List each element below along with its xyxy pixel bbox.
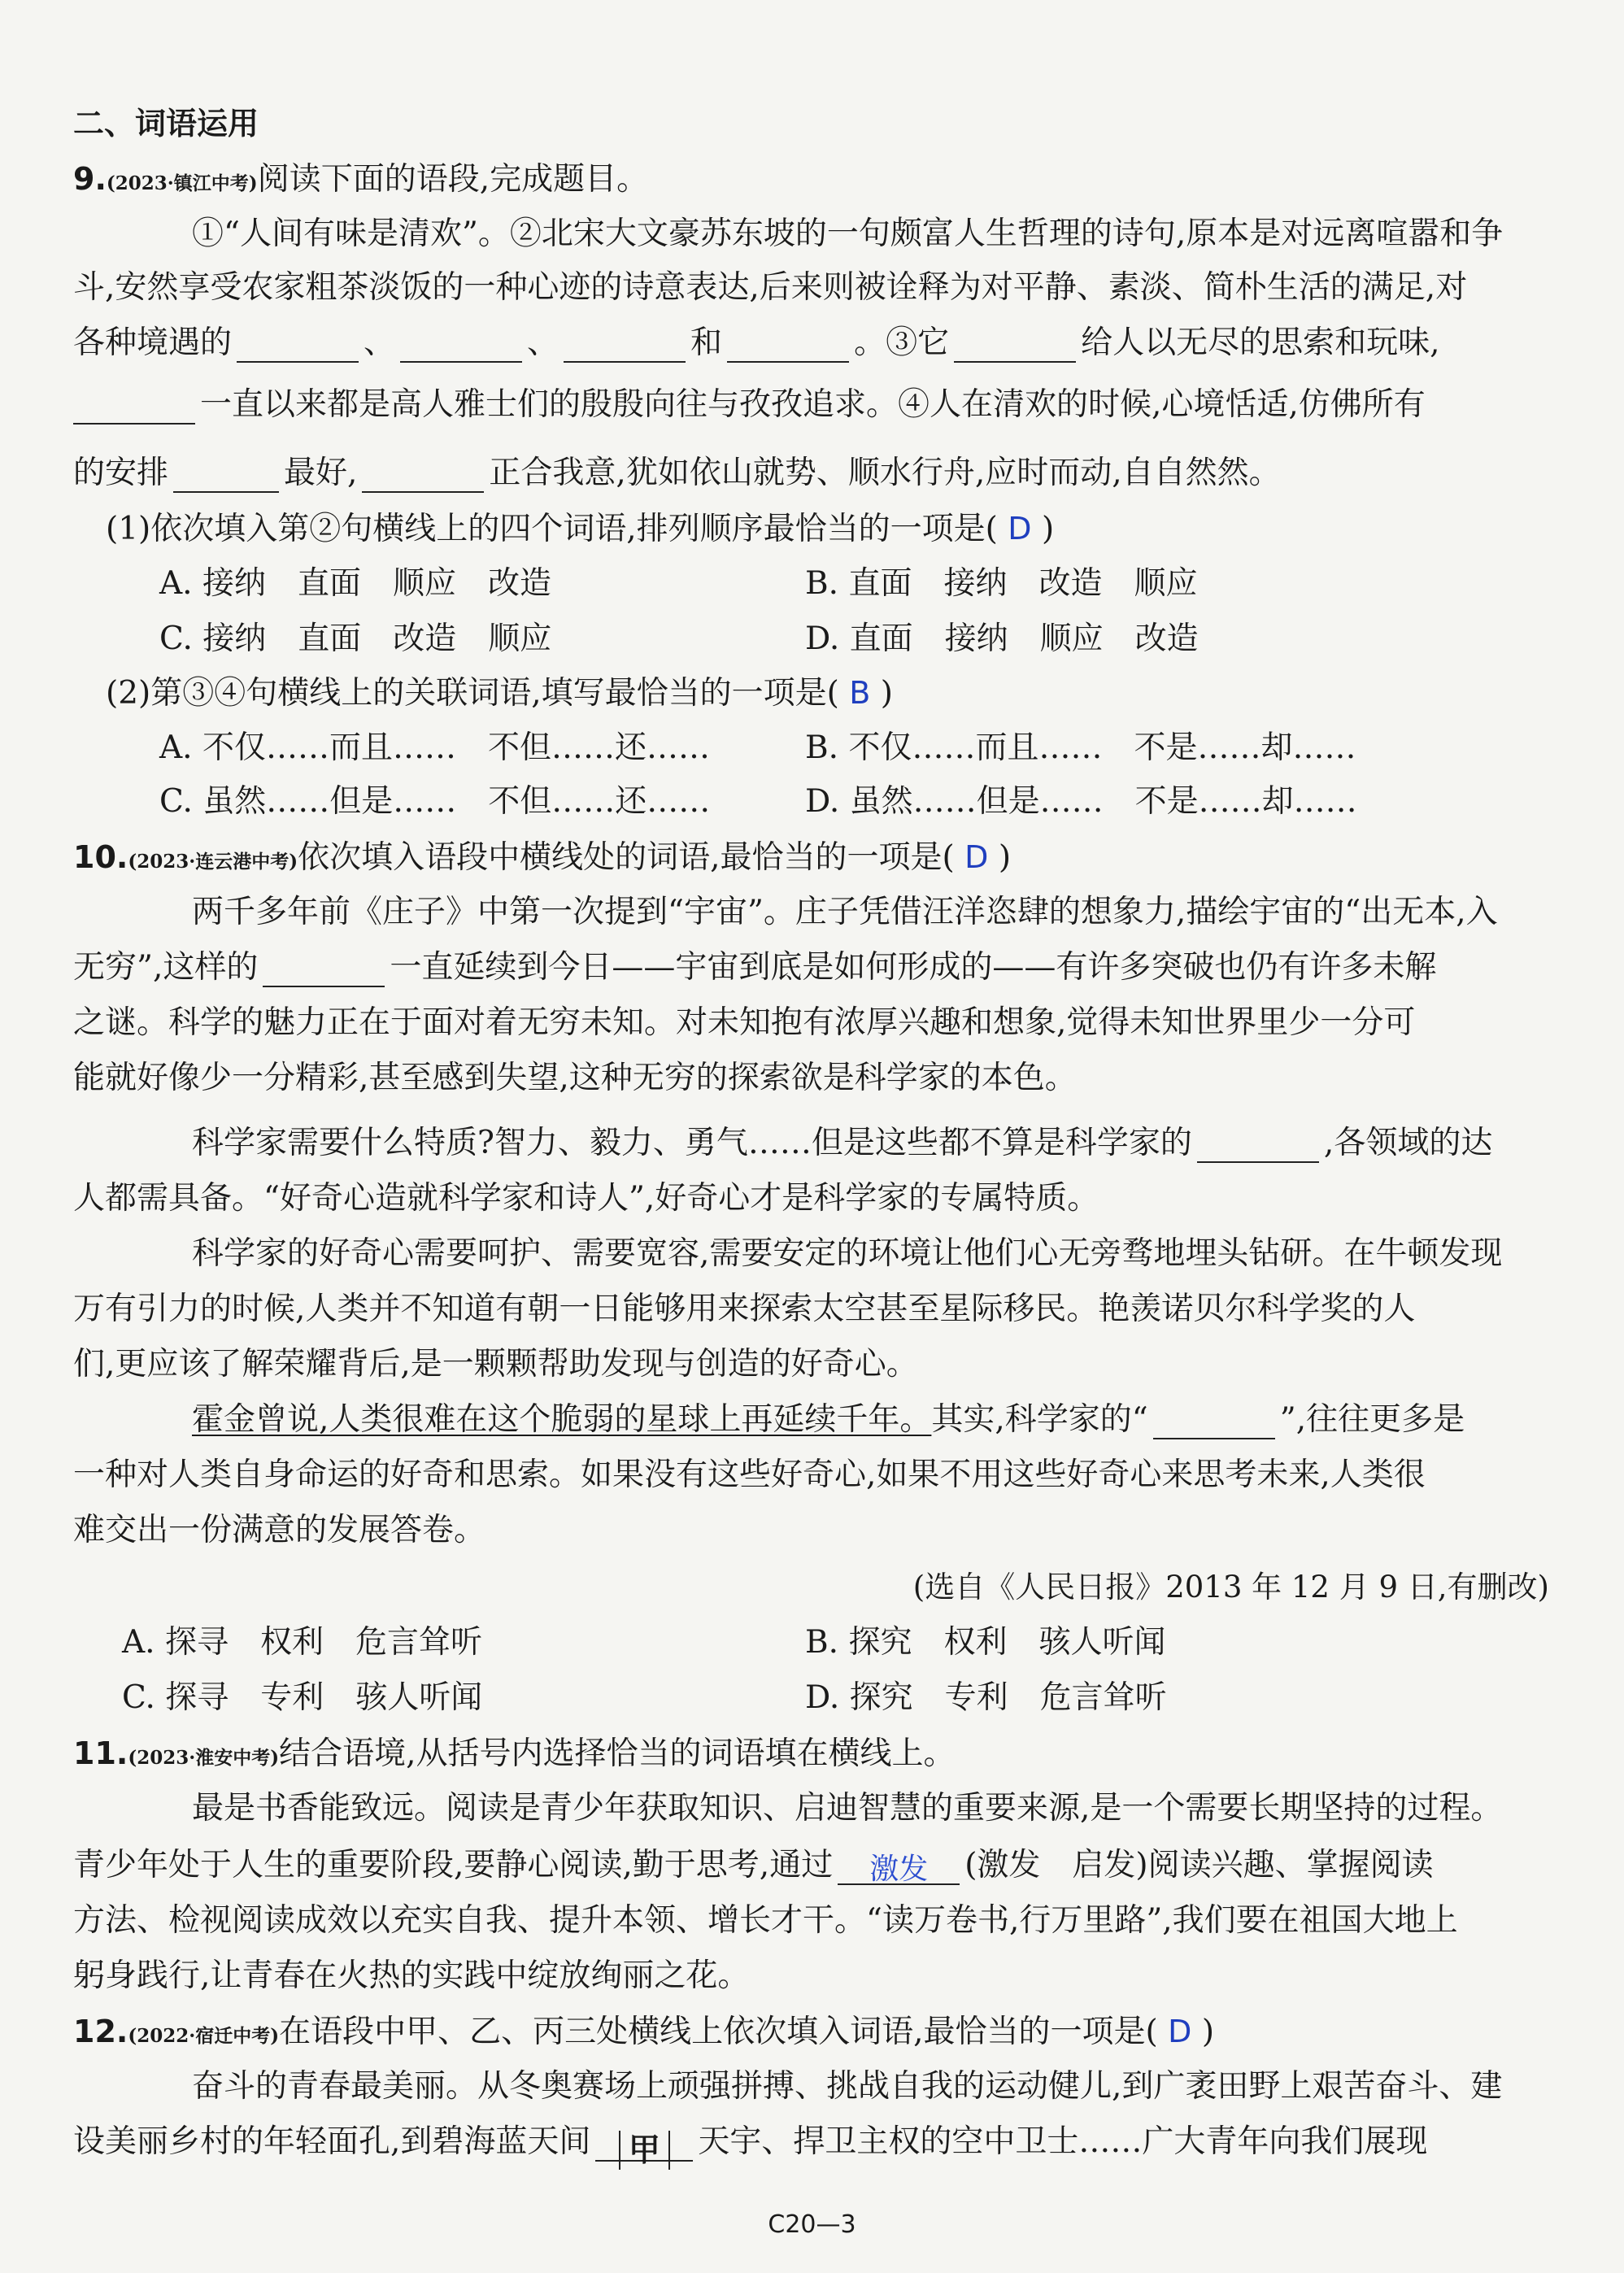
question-prompt: 阅读下面的语段,完成题目。: [257, 161, 649, 198]
text-span: 天宇、捍卫主权的空中卫士……广大青年向我们展现: [698, 2123, 1428, 2160]
q10-passage-line: [73, 948, 1561, 987]
fill-blank: [73, 394, 195, 425]
text-span: 给人以无尽的思索和玩味,: [1081, 324, 1440, 361]
answer-mark: D: [964, 839, 989, 875]
q9-passage-line: ①“人间有味是清欢”。②北宋大文豪苏东坡的一句颇富人生哲理的诗句,原本是对远离喧嚣和争: [192, 216, 1504, 252]
q10-citation: (选自《人民日报》2013 年 12 月 9 日,有删改): [912, 1570, 1549, 1605]
fill-blank-jia: [595, 2131, 693, 2169]
question-suffix: ): [1201, 2014, 1215, 2050]
text-span: 一直延续到今日——宇宙到底是如何形成的——有许多突破也仍有许多未解: [390, 949, 1437, 986]
q10-passage-line: [192, 1400, 1624, 1439]
question-source: (2023·连云港中考): [128, 851, 298, 873]
q10-option-a: A. 探寻 权利 危言耸听: [122, 1624, 482, 1661]
fill-blank: [1197, 1132, 1319, 1163]
fill-blank: [727, 332, 849, 363]
question-number: 12.: [73, 2014, 128, 2049]
question-number: 9.: [73, 161, 107, 197]
text-span: 其实,科学家的“: [931, 1401, 1148, 1438]
sub-prompt: (1)依次填入第②句横线上的四个词语,排列顺序最恰当的一项是(: [106, 511, 998, 547]
fill-blank: [263, 956, 385, 987]
q10-passage-line: [192, 1124, 1624, 1163]
question-source: (2023·淮安中考): [128, 1747, 280, 1769]
q10-passage-line: 之谜。科学的魅力正在于面对着无穷未知。对未知抱有浓厚兴趣和想象,觉得未知世界里少一分可: [73, 1004, 1416, 1041]
q11-passage-line: 躬身践行,让青春在火热的实践中绽放绚丽之花。: [73, 1957, 750, 1994]
fill-blank: [237, 332, 359, 363]
q10-option-d: D. 探究 专利 危言耸听: [805, 1679, 1167, 1716]
question-source: (2022·宿迁中考): [128, 2025, 280, 2047]
fill-blank: [400, 332, 522, 363]
q9-sub1-option-c: C. 接纳 直面 改造 顺应: [159, 621, 552, 657]
sub-suffix: ): [1041, 511, 1055, 547]
q10-passage-line: 难交出一份满意的发展答卷。: [73, 1512, 486, 1548]
q12-passage-line: 奋斗的青春最美丽。从冬奥赛场上顽强拼搏、挑战自我的运动健儿,到广袤田野上艰苦奋斗、建: [192, 2068, 1503, 2105]
q11-passage-line: 方法、检视阅读成效以充实自我、提升本领、增长才干。“读万卷书,行万里路”,我们要在祖国大地上: [73, 1902, 1458, 1939]
text-span: 设美丽乡村的年轻面孔,到碧海蓝天间: [73, 2123, 591, 2160]
handwritten-answer: 激发: [869, 1853, 929, 1886]
section-title: 二、词语运用: [73, 106, 259, 142]
question-prompt: 依次填入语段中横线处的词语,最恰当的一项是(: [298, 839, 955, 876]
question-12-header: [73, 2012, 1561, 2056]
q9-sub1-stem: [106, 509, 1594, 549]
text-span: 科学家需要什么特质?智力、毅力、勇气……但是这些都不算是科学家的: [192, 1125, 1192, 1161]
question-prompt: 在语段中甲、乙、丙三处横线上依次填入词语,最恰当的一项是(: [279, 2014, 1158, 2050]
underlined-quote: 霍金曾说,人类很难在这个脆弱的星球上再延续千年。: [192, 1401, 932, 1438]
text-span: 。③它: [854, 324, 950, 361]
q10-passage-line: 万有引力的时候,人类并不知道有朝一日能够用来探索太空甚至星际移民。艳羡诺贝尔科学奖的人: [73, 1291, 1416, 1327]
q10-option-c: C. 探寻 专利 骇人听闻: [122, 1679, 483, 1716]
question-11-header: [73, 1734, 1561, 1778]
q10-passage-line: 科学家的好奇心需要呵护、需要宽容,需要安定的环境让他们心无旁骛地埋头钻研。在牛顿发现: [192, 1235, 1503, 1272]
q10-passage-line: 能就好像少一分精彩,甚至感到失望,这种无穷的探索欲是科学家的本色。: [73, 1060, 1077, 1096]
fill-blank: [362, 462, 484, 493]
fill-blank: [564, 332, 686, 363]
q9-sub1-option-d: D. 直面 接纳 顺应 改造: [805, 621, 1199, 657]
text-span: 、: [364, 324, 396, 361]
q9-sub2-stem: [106, 673, 1594, 713]
answer-mark: B: [849, 675, 871, 711]
fill-blank: [173, 462, 279, 493]
text-span: 最好,: [284, 455, 358, 491]
q9-sub2-option-c: C. 虽然……但是…… 不但……还……: [159, 783, 711, 820]
q12-passage-line: [73, 2123, 1561, 2169]
question-source: (2023·镇江中考): [106, 172, 258, 194]
text-span: (激发 启发)阅读兴趣、掌握阅读: [964, 1847, 1434, 1883]
q9-sub2-option-a: A. 不仅……而且…… 不但……还……: [159, 729, 710, 766]
question-10-header: [73, 838, 1561, 882]
question-number: 11.: [73, 1735, 128, 1771]
q9-passage-line: [73, 385, 1561, 425]
q9-sub2-option-d: D. 虽然……但是…… 不是……却……: [805, 783, 1357, 820]
text-span: ,各领域的达: [1323, 1125, 1493, 1161]
answer-mark: D: [1008, 511, 1032, 546]
q9-passage-line: [73, 324, 1561, 363]
text-span: 青少年处于人生的重要阶段,要静心阅读,勤于思考,通过: [73, 1847, 834, 1883]
text-span: 的安排: [73, 455, 169, 491]
answer-mark: D: [1168, 2014, 1192, 2049]
text-span: 各种境遇的: [73, 324, 233, 361]
text-span: 一直以来都是高人雅士们的殷殷向往与孜孜追求。④人在清欢的时候,心境恬适,仿佛所有: [200, 386, 1426, 423]
question-9-header: [73, 159, 1561, 203]
text-span: 、: [527, 324, 559, 361]
q9-passage-line: [73, 454, 1561, 493]
question-suffix: ): [998, 839, 1012, 876]
sub-prompt: (2)第③④句横线上的关联词语,填写最恰当的一项是(: [106, 675, 839, 712]
q10-passage-line: 人都需具备。“好奇心造就科学家和诗人”,好奇心才是科学家的专属特质。: [73, 1180, 1099, 1217]
q10-passage-line: 两千多年前《庄子》中第一次提到“宇宙”。庄子凭借汪洋恣肆的想象力,描绘宇宙的“出无本,入: [192, 894, 1498, 930]
question-number: 10.: [73, 839, 128, 875]
question-prompt: 结合语境,从括号内选择恰当的词语填在横线上。: [279, 1735, 956, 1772]
text-span: 无穷”,这样的: [73, 949, 259, 986]
blank-marker: 甲: [619, 2131, 670, 2170]
fill-blank: [954, 332, 1076, 363]
fill-blank: [1153, 1409, 1275, 1439]
page-number: C20—3: [768, 2210, 856, 2239]
q9-passage-line: 斗,安然享受农家粗茶淡饭的一种心迹的诗意表达,后来则被诠释为对平静、素淡、简朴生活的满足,对: [73, 269, 1468, 306]
q11-passage-line: 最是书香能致远。阅读是青少年获取知识、启迪智慧的重要来源,是一个需要长期坚持的过程。: [192, 1790, 1503, 1827]
q10-passage-line: 们,更应该了解荣耀背后,是一颗颗帮助发现与创造的好奇心。: [73, 1346, 918, 1383]
q9-sub2-option-b: B. 不仅……而且…… 不是……却……: [805, 729, 1356, 766]
sub-suffix: ): [880, 675, 893, 712]
q9-sub1-option-b: B. 直面 接纳 改造 顺应: [805, 565, 1198, 602]
q10-option-b: B. 探究 权利 骇人听闻: [805, 1624, 1166, 1661]
text-span: 正合我意,犹如依山就势、顺水行舟,应时而动,自自然然。: [489, 455, 1281, 491]
fill-blank: [838, 1854, 960, 1885]
q9-sub1-option-a: A. 接纳 直面 顺应 改造: [159, 565, 551, 602]
q11-passage-line: [73, 1846, 1561, 1885]
text-span: ”,往往更多是: [1279, 1401, 1465, 1438]
q10-passage-line: 一种对人类自身命运的好奇和思索。如果没有这些好奇心,如果不用这些好奇心来思考未来,人类很: [73, 1457, 1426, 1493]
text-span: 和: [690, 324, 723, 361]
